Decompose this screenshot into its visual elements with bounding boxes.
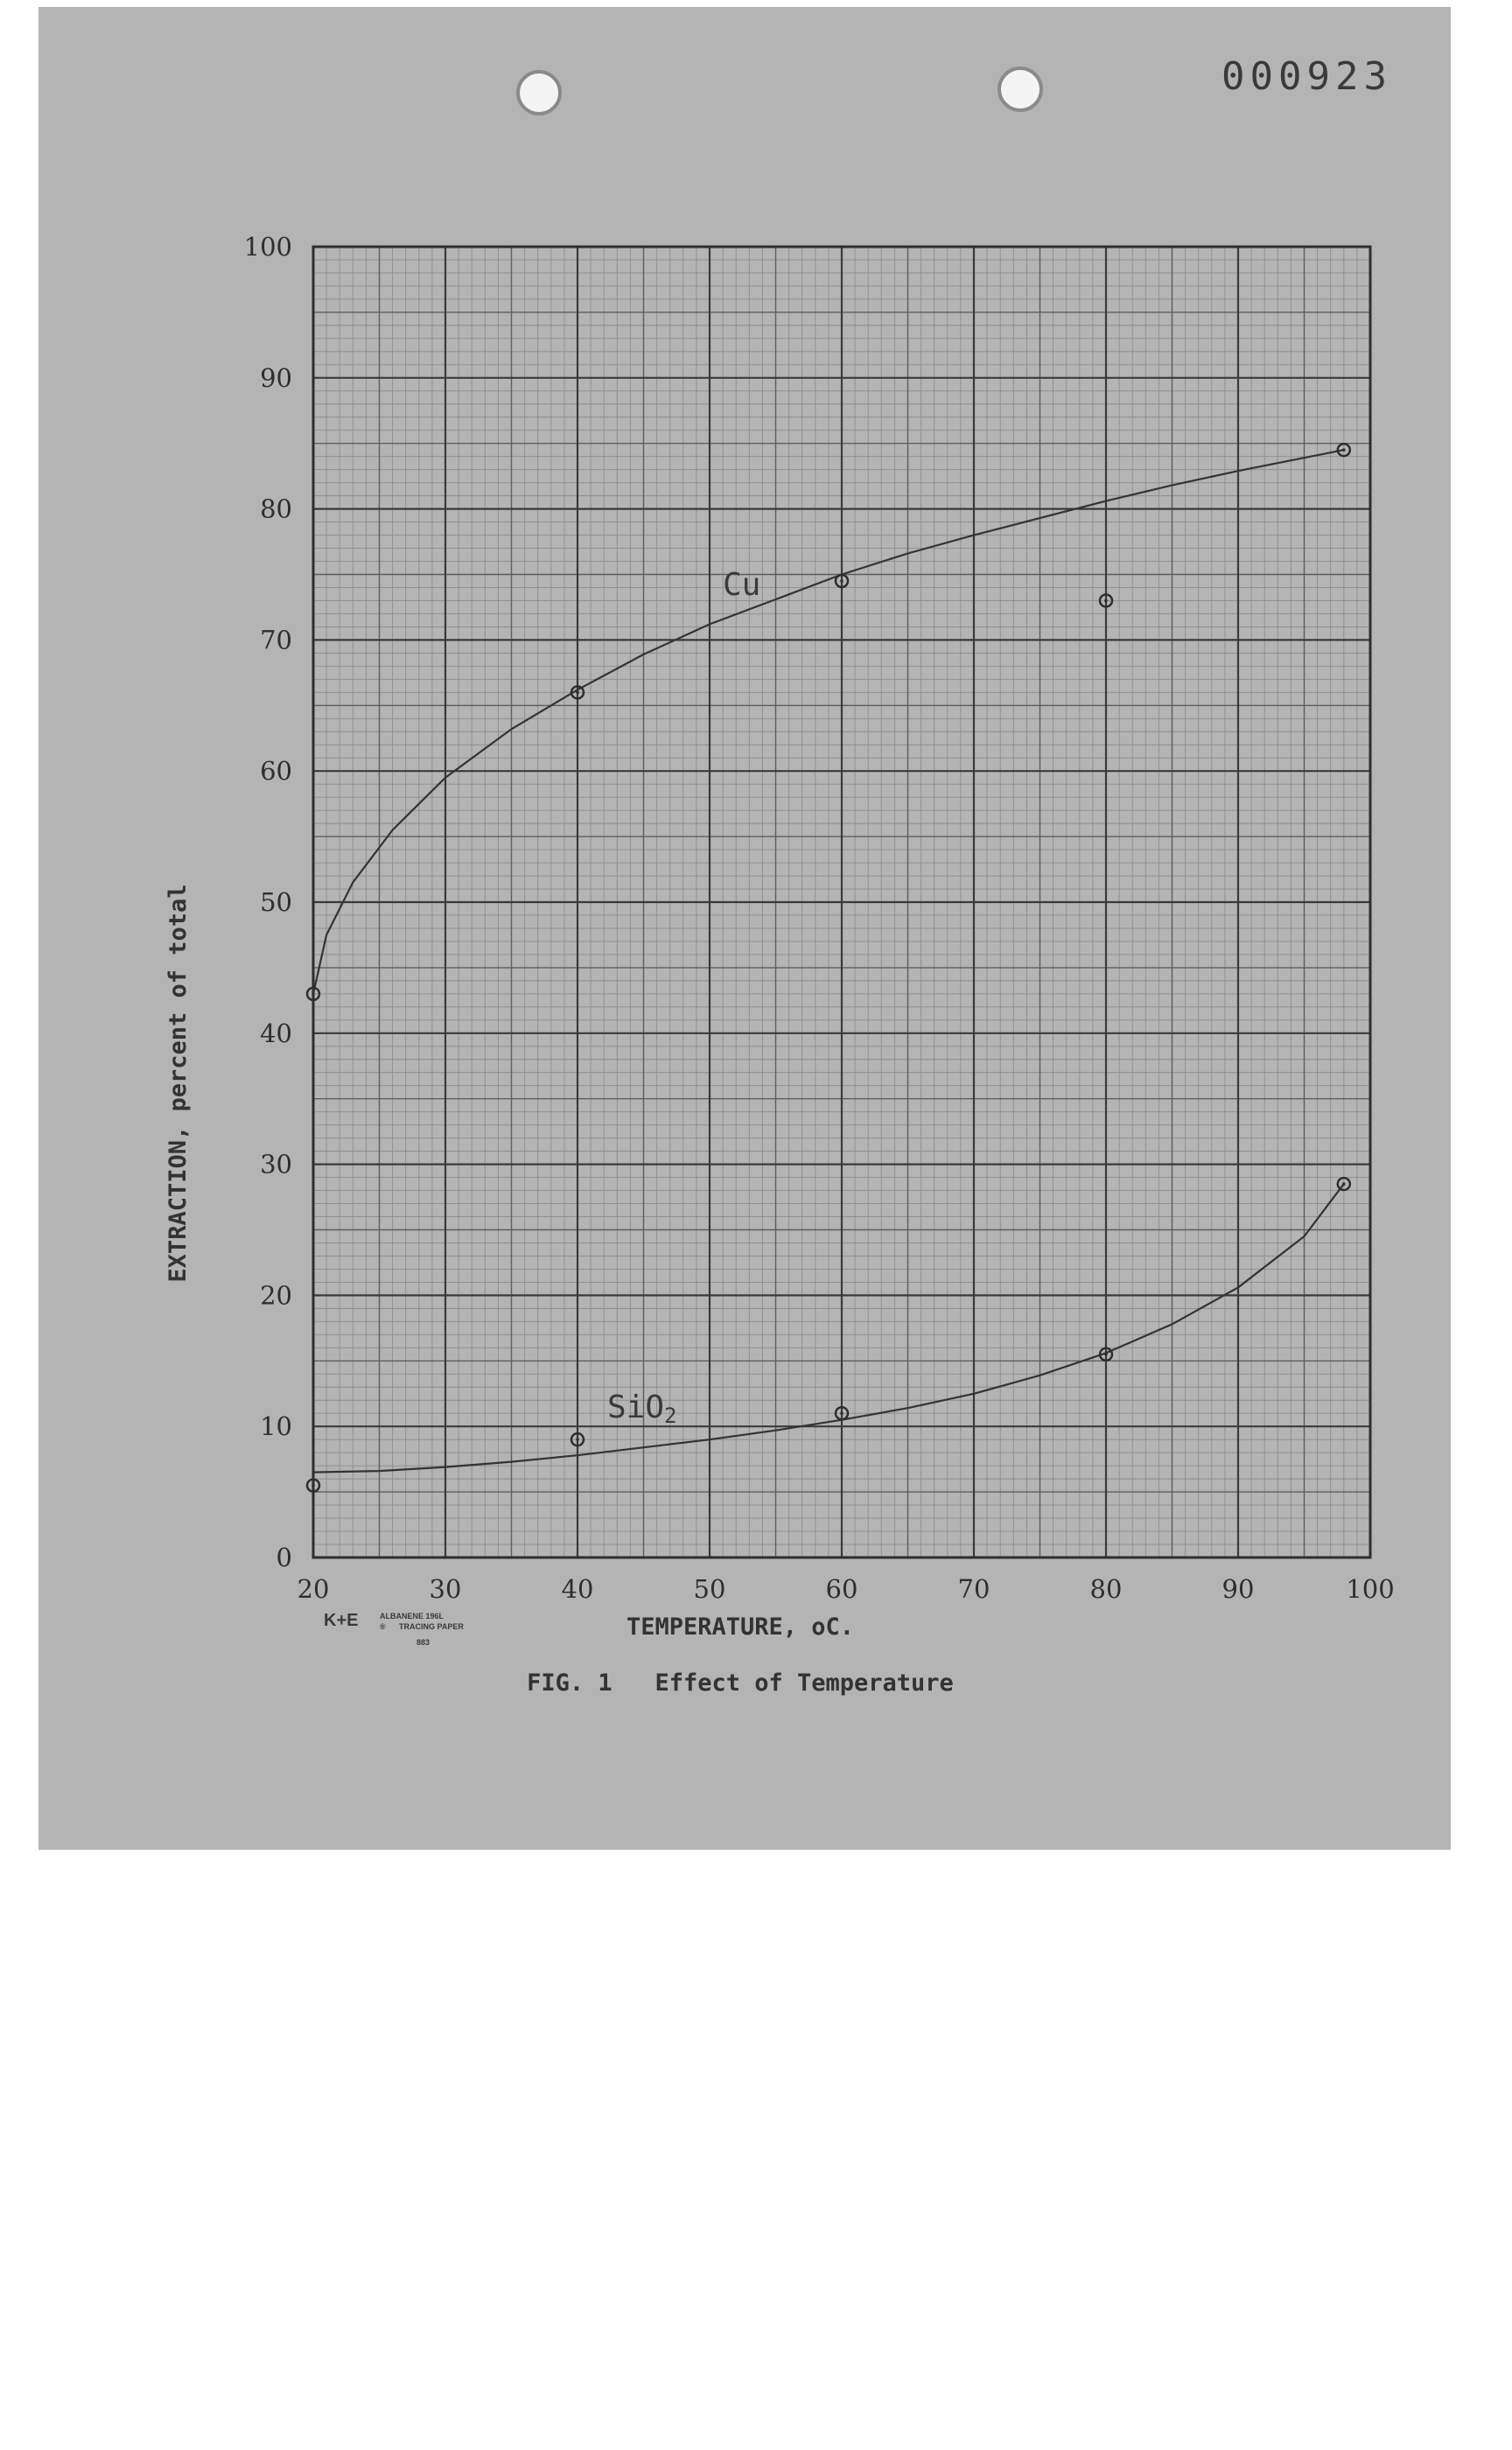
x-tick-label: 40	[561, 1574, 594, 1604]
data-point-center-sio2	[1104, 1353, 1108, 1356]
x-tick-label: 60	[825, 1574, 858, 1604]
figure-caption: FIG. 1 Effect of Temperature	[527, 1670, 954, 1697]
y-tick-label: 100	[243, 232, 292, 262]
series-label-sio2-text: SiO	[607, 1390, 665, 1425]
x-tick-label: 100	[1346, 1574, 1395, 1604]
x-tick-labels	[298, 1574, 1395, 1604]
x-tick-label: 50	[693, 1574, 726, 1604]
y-tick-label: 0	[276, 1543, 292, 1572]
document-number: 000923	[1222, 54, 1392, 99]
data-point-center-cu	[840, 579, 844, 583]
y-tick-label: 70	[260, 625, 292, 655]
y-tick-label: 90	[260, 362, 292, 393]
paper-registered-mark: ®	[380, 1622, 386, 1631]
x-tick-label: 20	[297, 1574, 330, 1604]
series-label-sio2	[607, 1390, 676, 1428]
y-tick-label: 60	[260, 756, 292, 787]
x-axis-label: TEMPERATURE, oC.	[626, 1614, 855, 1641]
x-tick-label: 80	[1089, 1574, 1123, 1604]
data-point-center-cu	[312, 992, 315, 996]
paper-code: 883	[416, 1638, 430, 1647]
data-point-center-cu	[1104, 599, 1108, 603]
data-point-center-cu	[1342, 448, 1346, 452]
y-axis-label: EXTRACTION, percent of total	[164, 884, 192, 1283]
y-tick-label: 10	[260, 1411, 292, 1442]
data-point-center-sio2	[312, 1484, 315, 1488]
x-tick-label: 90	[1222, 1574, 1255, 1604]
data-point-center-cu	[576, 691, 579, 695]
y-tick-label: 30	[260, 1149, 292, 1180]
brand-logo-text: K+E	[324, 1611, 359, 1630]
y-tick-label: 50	[260, 887, 292, 917]
y-tick-label: 20	[260, 1280, 292, 1311]
paper-brand-line1: ALBANENE 196L	[380, 1612, 444, 1620]
data-point-center-sio2	[1342, 1182, 1346, 1186]
y-tick-labels	[244, 232, 292, 1572]
data-point-center-sio2	[576, 1438, 579, 1441]
data-point-center-sio2	[840, 1411, 844, 1415]
y-tick-label: 80	[260, 494, 292, 524]
paper-brand-line2: TRACING PAPER	[399, 1622, 464, 1631]
x-tick-label: 30	[429, 1574, 462, 1604]
series-label-cu: Cu	[723, 567, 761, 603]
y-tick-label: 40	[260, 1018, 292, 1048]
x-tick-label: 70	[957, 1574, 990, 1604]
series-label-sio2-subscript: 2	[664, 1404, 677, 1428]
